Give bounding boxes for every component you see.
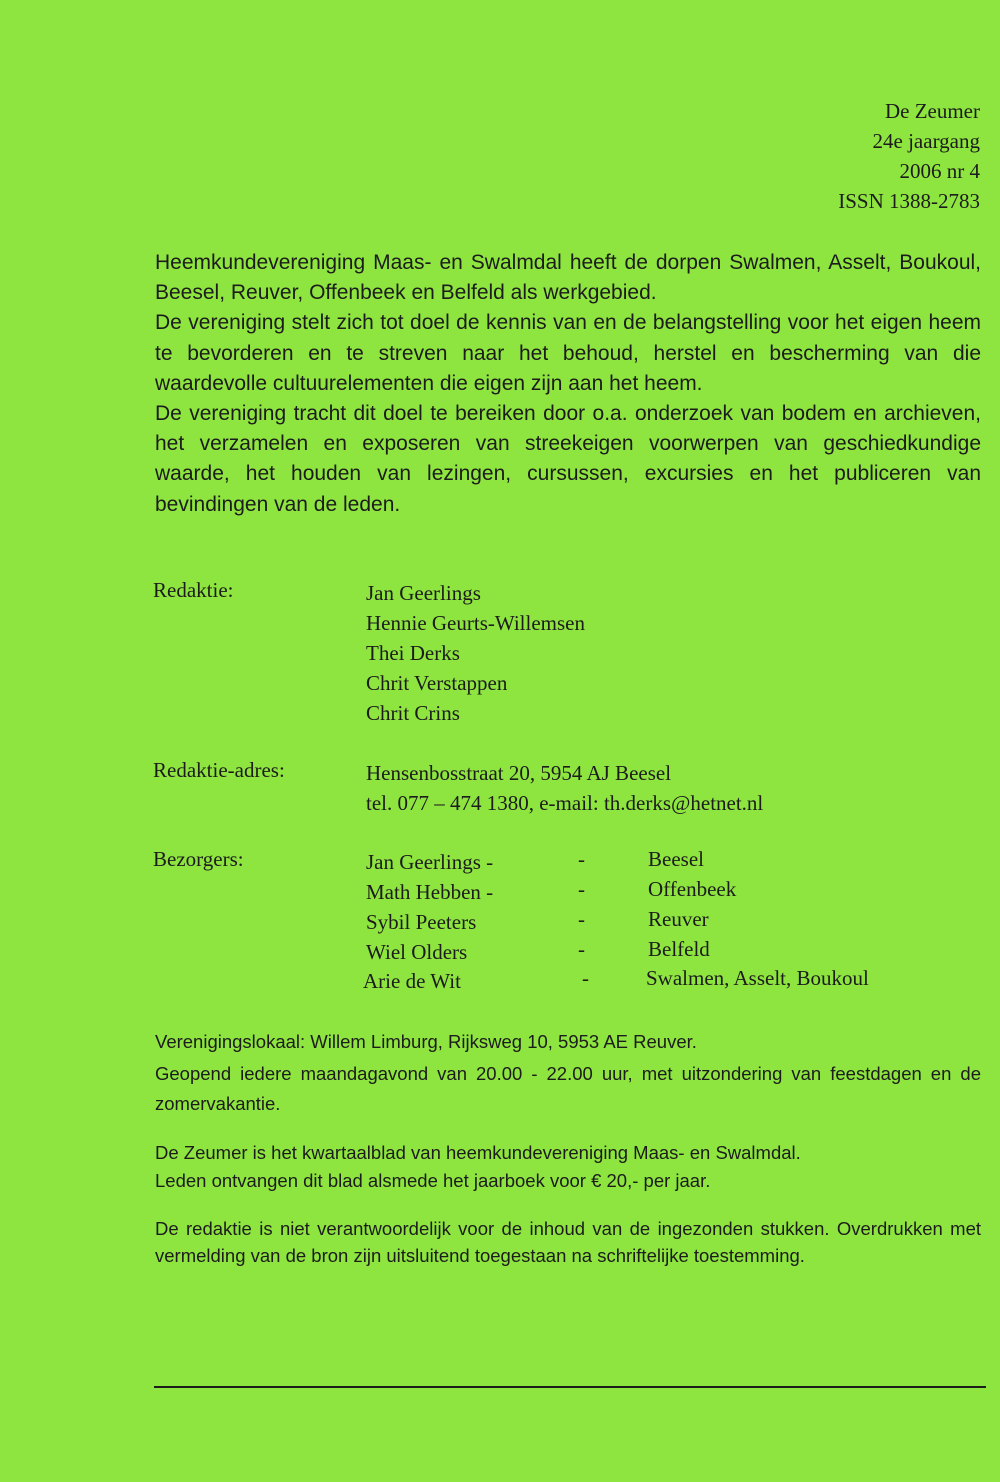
magazine-description: De Zeumer is het kwartaalblad van heemkundevereniging Maas- en Swalmdal. xyxy=(155,1142,801,1163)
bezorger-dash: - xyxy=(578,937,585,961)
bezorger-place: Reuver xyxy=(648,907,709,931)
volume-label: 24e jaargang xyxy=(872,129,980,153)
redaktie-label: Redaktie: xyxy=(153,578,234,602)
lokaal-info xyxy=(155,1028,981,1119)
bezorger-name: Jan Geerlings - xyxy=(366,850,494,874)
issn-label: ISSN 1388-2783 xyxy=(838,189,980,213)
intro-text xyxy=(155,248,981,520)
magazine-info xyxy=(155,1139,981,1195)
bezorger-dash: - xyxy=(578,907,585,931)
membership-fee: Leden ontvangen dit blad alsmede het jaarboek voor € 20,- per jaar. xyxy=(155,1170,711,1191)
bezorger-name: Sybil Peeters xyxy=(366,910,477,934)
issue-label: 2006 nr 4 xyxy=(899,159,980,183)
bezorger-name: Arie de Wit xyxy=(363,969,461,993)
bezorger-name: Math Hebben - xyxy=(366,880,494,904)
redaktie-member: Chrit Crins xyxy=(366,701,460,725)
lokaal-address: Verenigingslokaal: Willem Limburg, Rijksweg 10, 5953 AE Reuver. xyxy=(155,1031,697,1052)
redaktie-member: Hennie Geurts-Willemsen xyxy=(366,611,586,635)
adres-contact: tel. 077 – 474 1380, e-mail: th.derks@hetnet.nl xyxy=(366,791,764,815)
redaktie-member: Chrit Verstappen xyxy=(366,671,508,695)
bezorger-dash: - xyxy=(582,966,589,990)
redaktie-member-list xyxy=(366,578,585,728)
bezorger-place: Swalmen, Asselt, Boukoul xyxy=(646,966,869,990)
redaktie-member: Thei Derks xyxy=(366,641,460,665)
intro-paragraph: De vereniging tracht dit doel te bereiken door o.a. onderzoek van bodem en archieven, het verzamelen en exposeren van streekeigen voorwerpen van geschiedkundige waarde, het houden van lezingen, cursussen, excursies en het publiceren van bevindingen van de leden. xyxy=(155,402,981,516)
bezorger-dash: - xyxy=(578,877,585,901)
intro-paragraph: Heemkundevereniging Maas- en Swalmdal heeft de dorpen Swalmen, Asselt, Boukoul, Beesel, Reuver, Offenbeek en Belfeld als werkgebied. xyxy=(155,251,981,305)
redaktie-member: Jan Geerlings xyxy=(366,581,481,605)
redaktie-adres xyxy=(366,758,763,818)
bezorger-dash: - xyxy=(578,847,585,871)
bezorgers-label: Bezorgers: xyxy=(153,847,244,871)
intro-paragraph: De vereniging stelt zich tot doel de kennis van en de belangstelling voor het eigen heem te bevorderen en te streven naar het behoud, herstel en bescherming van die waardevolle cultuurelementen die eigen zijn aan het heem. xyxy=(155,311,981,395)
bezorger-place: Offenbeek xyxy=(648,877,737,901)
bezorger-name: Wiel Olders xyxy=(366,940,468,964)
disclaimer: De redaktie is niet verantwoordelijk voor de inhoud van de ingezonden stukken. Overdrukken met vermelding van de bron zijn uitsluitend toegestaan na schriftelijke toestemming. xyxy=(155,1218,981,1266)
lokaal-hours: Geopend iedere maandagavond van 20.00 - 22.00 uur, met uitzondering van feestdagen en de zomervakantie. xyxy=(155,1063,981,1114)
bezorger-place: Beesel xyxy=(648,847,704,871)
footer-divider xyxy=(154,1386,986,1388)
bezorger-place: Belfeld xyxy=(648,937,710,961)
adres-street: Hensenbosstraat 20, 5954 AJ Beesel xyxy=(366,761,672,785)
redaktie-adres-label: Redaktie-adres: xyxy=(153,758,285,782)
publication-header xyxy=(838,96,980,216)
magazine-title: De Zeumer xyxy=(884,99,980,123)
